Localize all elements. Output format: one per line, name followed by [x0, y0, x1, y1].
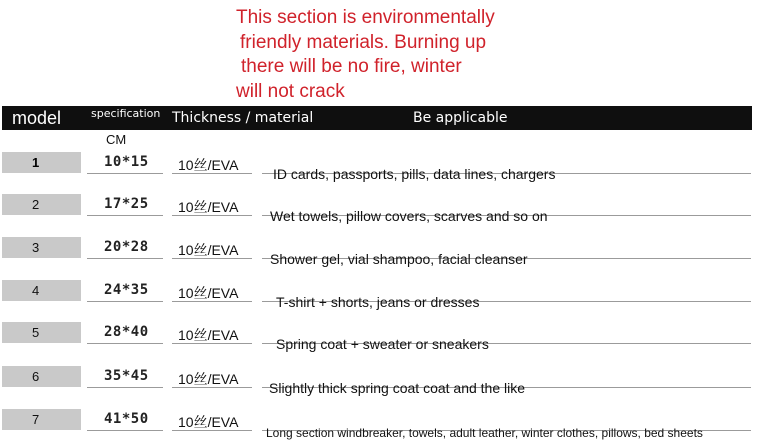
note-line-2: friendly materials. Burning up [240, 31, 487, 53]
applicable-cell [262, 208, 751, 224]
spec-value: 24*35 [104, 282, 149, 298]
applicable-value: T-shirt + shorts, jeans or dresses [276, 294, 480, 310]
model-number: 2 [32, 197, 40, 212]
applicable-value: Slightly thick spring coat coat and the like [269, 380, 526, 396]
spec-value: 41*50 [104, 411, 149, 427]
spec-value: 28*40 [104, 324, 149, 340]
table-row [0, 152, 757, 182]
thickness-value: 10丝/EVA [178, 371, 239, 387]
applicable-cell [262, 336, 751, 352]
spec-value: 10*15 [104, 154, 149, 170]
table-row [0, 366, 757, 396]
spec-value: 20*28 [104, 239, 149, 255]
spec-cell [87, 238, 163, 259]
header-thickness: Thickness / material [172, 110, 314, 126]
spec-cell [87, 410, 163, 431]
note-line-3: there will be no fire, winter [241, 56, 462, 77]
header-specification: specification [91, 107, 161, 120]
model-number: 4 [32, 283, 40, 298]
spec-value: 35*45 [104, 368, 149, 384]
note-line-1: This section is environmentally [236, 7, 495, 28]
model-number: 1 [32, 155, 40, 170]
model-cell [2, 194, 81, 215]
spec-cell [87, 195, 163, 216]
applicable-cell [262, 251, 751, 267]
table-row [0, 237, 757, 267]
table-row [0, 322, 757, 352]
table-row [0, 194, 757, 224]
table-row [0, 409, 757, 440]
thickness-value: 10丝/EVA [178, 414, 239, 430]
thickness-cell [172, 323, 252, 344]
model-number: 6 [32, 369, 40, 384]
thickness-value: 10丝/EVA [178, 327, 239, 343]
model-number: 5 [32, 325, 40, 340]
thickness-value: 10丝/EVA [178, 199, 239, 215]
thickness-cell [172, 410, 252, 431]
spec-cell [87, 367, 163, 388]
spec-cell [87, 281, 163, 302]
thickness-cell [172, 367, 252, 388]
model-cell [2, 152, 81, 173]
applicable-value: Wet towels, pillow covers, scarves and so on [270, 208, 548, 224]
table-row [0, 280, 757, 310]
spec-cell [87, 153, 163, 174]
applicable-cell [262, 380, 751, 396]
applicable-cell [262, 294, 751, 310]
spec-cell [87, 323, 163, 344]
model-cell [2, 409, 81, 430]
environmental-note [236, 6, 536, 104]
header-model: model [12, 108, 62, 128]
table-header [2, 106, 752, 130]
applicable-value: Shower gel, vial shampoo, facial cleanser [270, 251, 528, 267]
applicable-cell [262, 166, 751, 182]
model-cell [2, 322, 81, 343]
applicable-value: Spring coat + sweater or sneakers [276, 336, 489, 352]
thickness-cell [172, 281, 252, 302]
model-cell [2, 366, 81, 387]
thickness-cell [172, 153, 252, 174]
thickness-cell [172, 238, 252, 259]
model-number: 7 [32, 412, 40, 427]
thickness-value: 10丝/EVA [178, 157, 239, 173]
model-cell [2, 280, 81, 301]
thickness-value: 10丝/EVA [178, 285, 239, 301]
model-number: 3 [32, 240, 40, 255]
applicable-cell [262, 426, 751, 440]
thickness-cell [172, 195, 252, 216]
applicable-value: Long section windbreaker, towels, adult leather, winter clothes, pillows, bed sheets [266, 426, 703, 440]
note-line-4: will not crack [236, 80, 345, 102]
model-cell [2, 237, 81, 258]
header-applicable: Be applicable [413, 110, 508, 126]
applicable-value: ID cards, passports, pills, data lines, chargers [273, 166, 556, 182]
thickness-value: 10丝/EVA [178, 242, 239, 258]
spec-value: 17*25 [104, 196, 149, 212]
unit-label: CM [106, 132, 127, 147]
